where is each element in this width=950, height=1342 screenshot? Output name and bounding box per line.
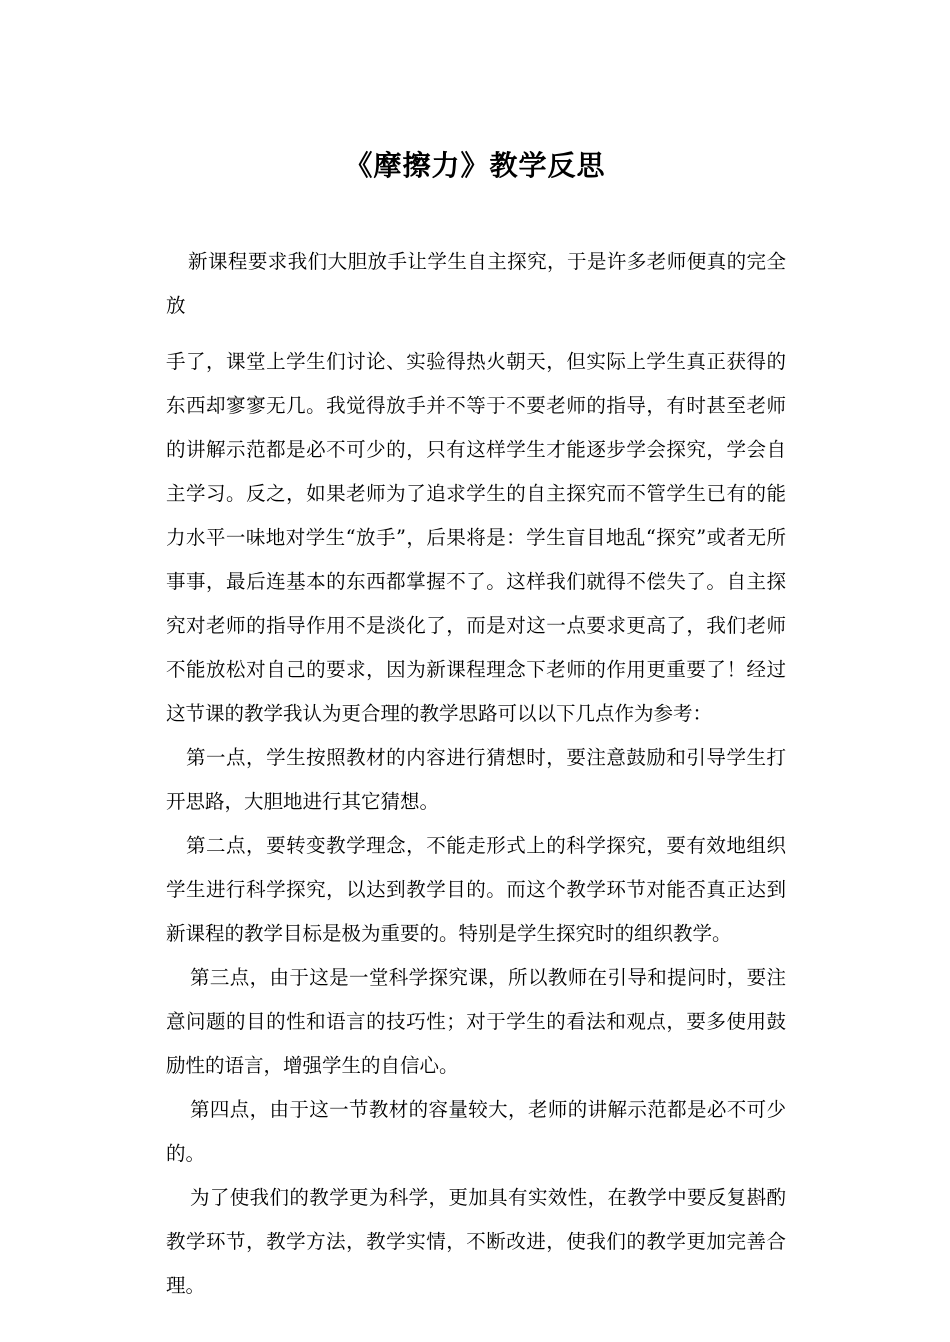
- paragraph-point-4: 第四点，由于这一节教材的容量较大，老师的讲解示范都是必不可少的。: [166, 1098, 786, 1165]
- document-title: 《摩擦力》教学反思: [344, 149, 606, 182]
- paragraph-point-2: 第二点，要转变教学理念，不能走形式上的科学探究，要有效地组织学生进行科学探究，以达到教学目的。而这个教学环节对能否真正达到新课程的教学目标是极为重要的。特别是学生探究时的组织教学。: [166, 834, 786, 945]
- paragraph-intro-line: 新课程要求我们大胆放手让学生自主探究，于是许多老师便真的完全放: [166, 250, 786, 317]
- paragraph-point-3: 第三点，由于这是一堂科学探究课，所以教师在引导和提问时，要注意问题的目的性和语言的技巧性；对于学生的看法和观点，要多使用鼓励性的语言，增强学生的自信心。: [166, 966, 786, 1077]
- document-body: [166, 240, 786, 1308]
- paragraph-point-1: 第一点，学生按照教材的内容进行猜想时，要注意鼓励和引导学生打开思路，大胆地进行其它猜想。: [166, 746, 786, 813]
- paragraph-main: 手了，课堂上学生们讨论、实验得热火朝天，但实际上学生真正获得的东西却寥寥无几。我觉得放手并不等于不要老师的指导，有时甚至老师的讲解示范都是必不可少的，只有这样学生才能逐步学会探究，学会自主学习。反之，如果老师为了追求学生的自主探究而不管学生已有的能力水平一味地对学生“放手”，后果将是：学生盲目地乱“探究”或者无所事事，最后连基本的东西都掌握不了。这样我们就得不偿失了。自主探究对老师的指导作用不是淡化了，而是对这一点要求更高了，我们老师不能放松对自己的要求，因为新课程理念下老师的作用更重要了！经过这节课的教学我认为更合理的教学思路可以以下几点作为参考：: [166, 350, 786, 725]
- paragraph-conclusion: 为了使我们的教学更为科学，更加具有实效性，在教学中要反复斟酌教学环节，教学方法，教学实情，不断改进，使我们的教学更加完善合理。: [166, 1186, 786, 1297]
